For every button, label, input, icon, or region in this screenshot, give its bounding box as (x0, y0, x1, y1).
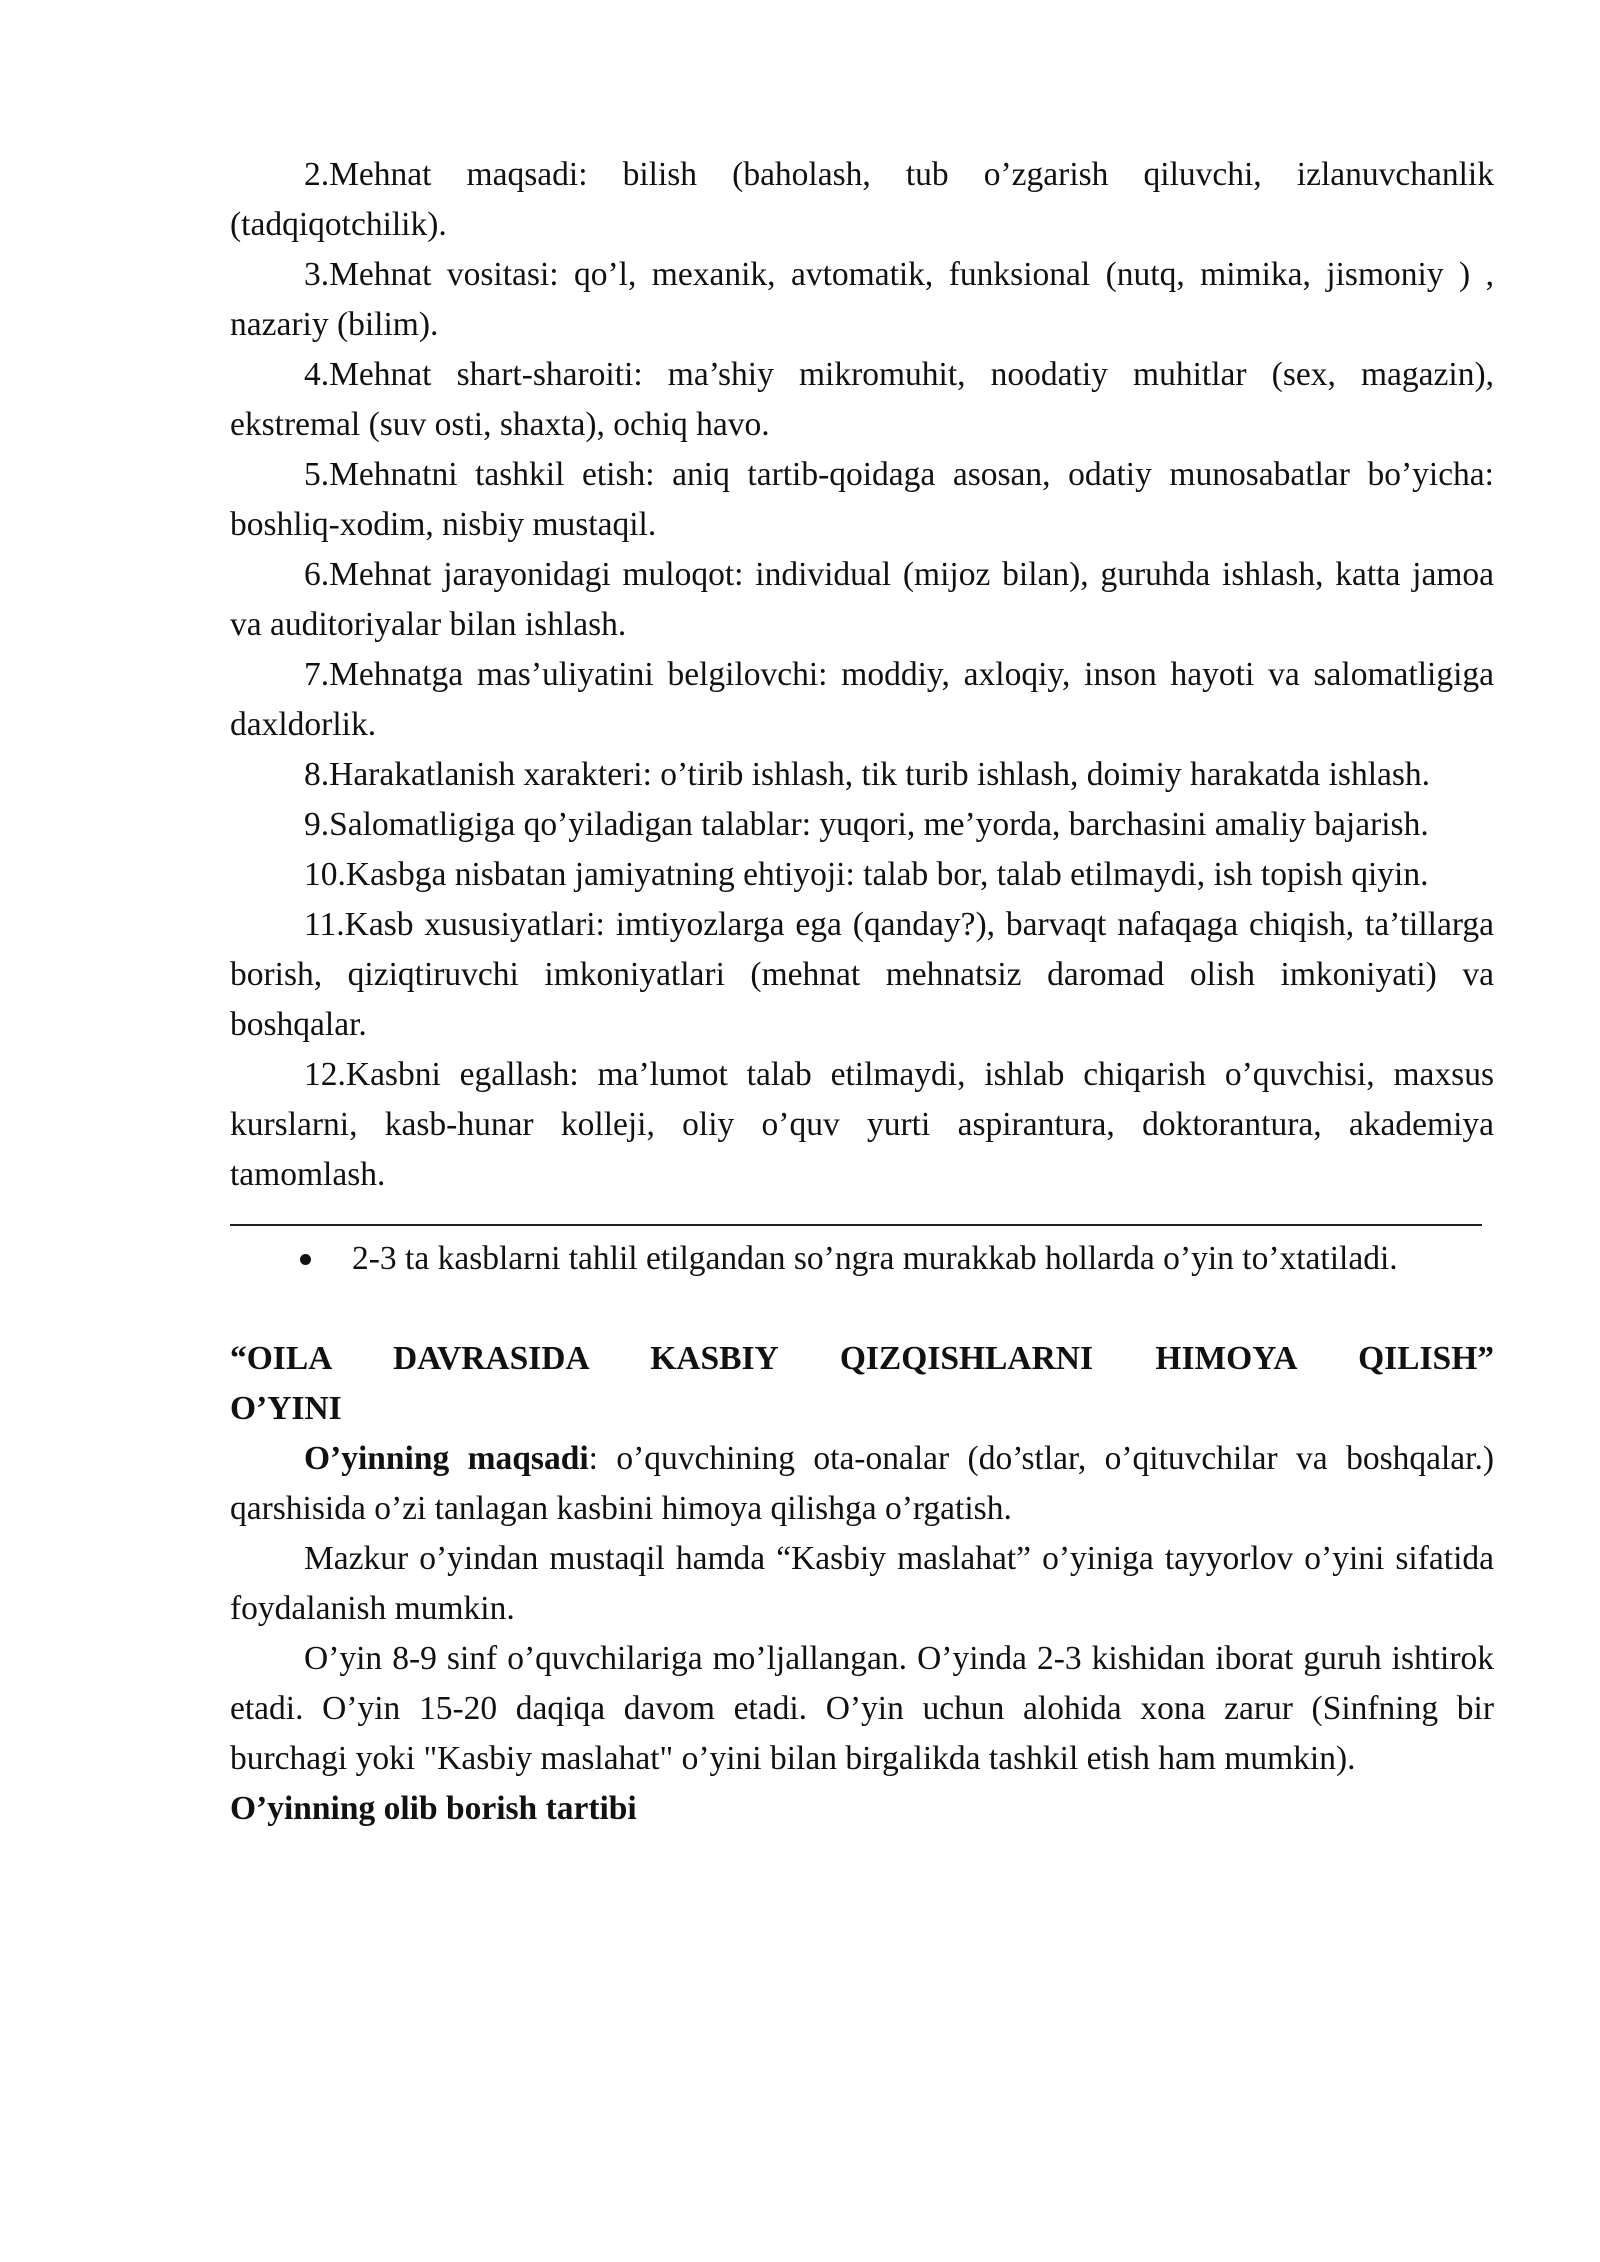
list-item: 7.Mehnatga mas’uliyatini belgilovchi: moddiy, axloqiy, inson hayoti va salomatligiga daxldorlik. (230, 656, 1494, 743)
bullet-dot-icon (300, 1254, 311, 1265)
section-title-line1: “OILA DAVRASIDA KASBIY QIZQISHLARNI HIMOYA QILISH” (230, 1340, 1494, 1377)
list-item: 9.Salomatligiga qo’yiladigan talablar: yuqori, me’yorda, barchasini amaliy bajarish. (304, 806, 1429, 843)
list-item: 8.Harakatlanish xarakteri: o’tirib ishlash, tik turib ishlash, doimiy harakatda ishlash. (304, 756, 1431, 793)
document-page (230, 150, 1494, 1834)
list-item: 11.Kasb xususiyatlari: imtiyozlarga ega (qanday?), barvaqt nafaqaga chiqish, ta’tillarga borish, qiziqtiruvchi imkoniyatlari (mehnat mehnatsiz daromad olish imkoniyati) va boshqalar. (230, 906, 1494, 1043)
list-item: 2.Mehnat maqsadi: bilish (baholash, tub o’zgarish qiluvchi, izlanuvchanlik (tadqiqotchilik). (230, 156, 1494, 243)
horizontal-rule (230, 1224, 1482, 1226)
bullet-text: 2-3 ta kasblarni tahlil etilgandan so’ngra murakkab hollarda o’yin to’xtatiladi. (352, 1240, 1398, 1277)
list-item: 6.Mehnat jarayonidagi muloqot: individual (mijoz bilan), guruhda ishlash, katta jamoa va auditoriyalar bilan ishlash. (230, 556, 1494, 643)
list-item: 10.Kasbga nisbatan jamiyatning ehtiyoji: talab bor, talab etilmaydi, ish topish qiyin. (304, 856, 1429, 893)
goal-paragraph (230, 1434, 1494, 1534)
list-item: 12.Kasbni egallash: ma’lumot talab etilmaydi, ishlab chiqarish o’quvchisi, maxsus kurslarni, kasb-hunar kolleji, oliy o’quv yurti aspirantura, doktorantura, akademiya tamomlash. (230, 1056, 1494, 1193)
goal-text: : o’quvchining ota-onalar (do’stlar, o’qituvchilar va boshqalar.) qarshisida o’zi tanlagan kasbini himoya qilishga o’rgatish. (230, 1440, 1494, 1527)
list-item: 3.Mehnat vositasi: qo’l, mexanik, avtomatik, funksional (nutq, mimika, jismoniy ) , nazariy (bilim). (230, 256, 1494, 343)
list-item: 5.Mehnatni tashkil etish: aniq tartib-qoidaga asosan, odatiy munosabatlar bo’yicha: boshliq-xodim, nisbiy mustaqil. (230, 456, 1494, 543)
goal-label: O’yinning maqsadi (304, 1440, 589, 1477)
section-title-line2: O’YINI (230, 1390, 342, 1427)
paragraph: Mazkur o’yindan mustaqil hamda “Kasbiy maslahat” o’yiniga tayyorlov o’yini sifatida foydalanish mumkin. (230, 1540, 1494, 1627)
subheading: O’yinning olib borish tartibi (230, 1790, 637, 1827)
paragraph: O’yin 8-9 sinf o’quvchilariga mo’ljallangan. O’yinda 2-3 kishidan iborat guruh ishtirok etadi. O’yin 15-20 daqiqa davom etadi. O’yin uchun alohida xona zarur (Sinfning bir burchagi yoki "Kasbiy maslahat" o’yini bilan birgalikda tashkil etish ham mumkin). (230, 1640, 1494, 1777)
bullet-item (230, 1234, 1494, 1284)
list-item: 4.Mehnat shart-sharoiti: ma’shiy mikromuhit, noodatiy muhitlar (sex, magazin), ekstremal (suv osti, shaxta), ochiq havo. (230, 356, 1494, 443)
spacer (230, 1284, 1494, 1334)
